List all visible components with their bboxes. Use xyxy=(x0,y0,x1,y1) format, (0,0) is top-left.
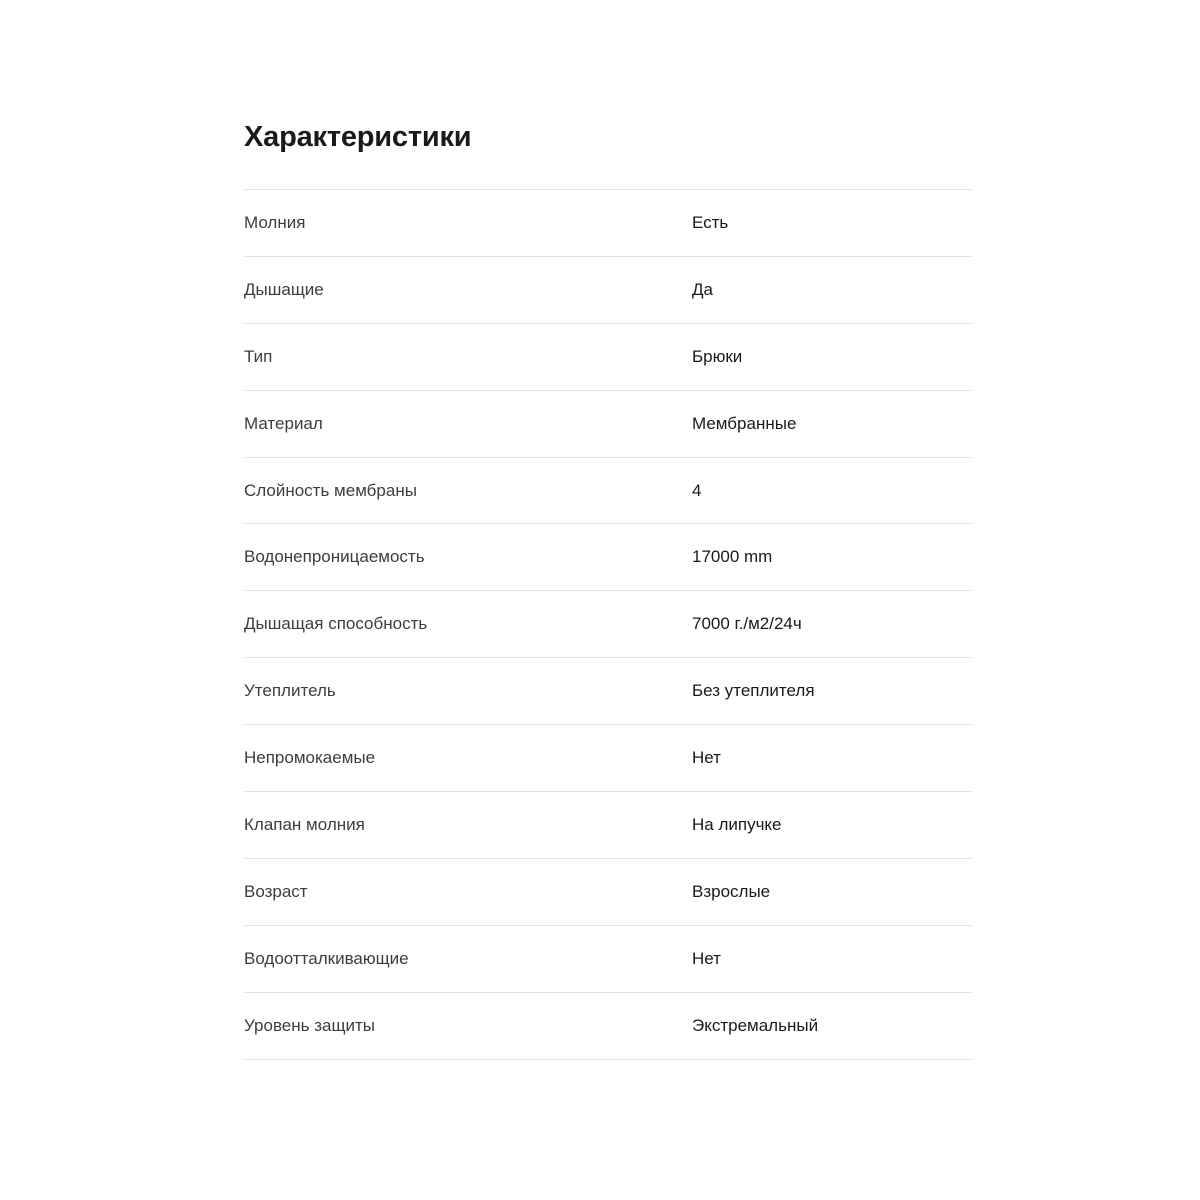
spec-value: Без утеплителя xyxy=(692,681,815,701)
spec-label: Возраст xyxy=(244,882,308,902)
spec-value: Взрослые xyxy=(692,882,771,902)
spec-value: 7000 г./м2/24ч xyxy=(692,614,802,634)
page-title: Характеристики xyxy=(244,121,472,153)
table-row xyxy=(244,390,972,457)
table-row xyxy=(244,524,972,591)
spec-label: Непромокаемые xyxy=(244,748,376,768)
specifications-panel xyxy=(244,120,972,1060)
table-row xyxy=(244,457,972,524)
spec-label: Материал xyxy=(244,413,323,433)
spec-label: Молния xyxy=(244,212,306,232)
table-row xyxy=(244,792,972,859)
table-row xyxy=(244,658,972,725)
spec-value: Экстремальный xyxy=(692,1016,819,1036)
spec-label: Утеплитель xyxy=(244,681,336,701)
table-row xyxy=(244,189,972,256)
table-row xyxy=(244,926,972,993)
spec-value: Да xyxy=(692,279,713,299)
table-row xyxy=(244,591,972,658)
spec-label: Уровень защиты xyxy=(244,1016,375,1036)
table-row xyxy=(244,859,972,926)
table-row xyxy=(244,256,972,323)
spec-value: Нет xyxy=(692,748,721,768)
spec-label: Клапан молния xyxy=(244,815,365,835)
spec-value: 17000 mm xyxy=(692,547,773,567)
spec-value: На липучке xyxy=(692,815,782,835)
spec-label: Водонепроницаемость xyxy=(244,547,425,567)
spec-label: Дышащая способность xyxy=(244,614,428,634)
spec-value: Брюки xyxy=(692,346,743,366)
specifications-table xyxy=(244,189,972,1060)
spec-label: Тип xyxy=(244,346,273,366)
spec-label: Слойность мембраны xyxy=(244,480,417,500)
spec-label: Водоотталкивающие xyxy=(244,949,409,969)
table-row xyxy=(244,725,972,792)
spec-value: 4 xyxy=(692,480,702,500)
spec-value: Нет xyxy=(692,949,721,969)
table-row xyxy=(244,993,972,1060)
specifications-table-body xyxy=(244,189,972,1059)
spec-value: Мембранные xyxy=(692,413,797,433)
spec-value: Есть xyxy=(692,212,729,232)
spec-label: Дышащие xyxy=(244,279,324,299)
table-row xyxy=(244,323,972,390)
